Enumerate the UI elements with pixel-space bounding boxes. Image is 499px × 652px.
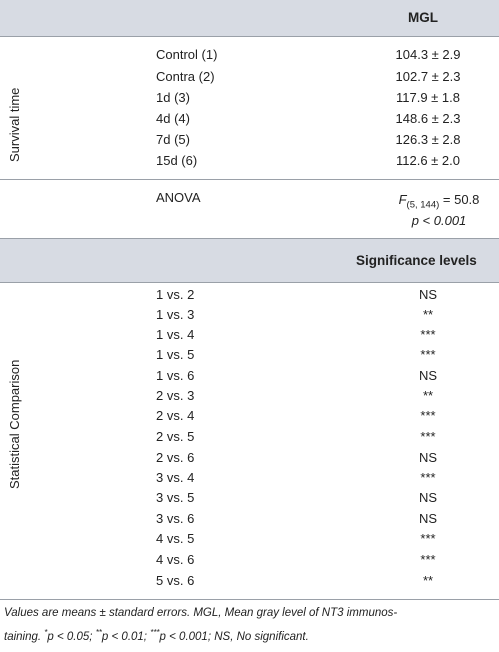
comparison-row-label: 1 vs. 6 [156,368,195,383]
footnote-line-2 [4,623,496,647]
anova-f-df: (5, 144) [406,199,440,211]
comparison-row-value: ** [422,388,434,403]
comparison-row-label: 4 vs. 5 [156,531,195,546]
column-header-significance: Significance levels [356,253,477,268]
comparison-row-value: *** [420,552,436,567]
group-label-survival-time: Survival time [7,87,22,162]
divider-significance [0,282,499,283]
divider-survival [0,179,499,180]
anova-p-value: p < 0.001 [411,213,467,228]
comparison-row-value: *** [420,327,436,342]
divider-header [0,36,499,37]
divider-anova [0,238,499,239]
anova-f-statistic [380,192,498,211]
footnote-sup: ** [95,628,102,637]
comparison-row-value: *** [420,531,436,546]
survival-row-label: 15d (6) [156,153,198,168]
comparison-row-value: NS [418,368,438,383]
comparison-row-label: 5 vs. 6 [156,573,195,588]
comparison-row-label: 2 vs. 6 [156,450,195,465]
comparison-row-label: 3 vs. 5 [156,490,195,505]
comparison-row-value: NS [418,511,438,526]
footnote-text: taining. [4,630,45,643]
survival-row-value: 117.9 ± 1.8 [396,90,460,105]
comparison-row-value: *** [420,470,436,485]
survival-row-value: 148.6 ± 2.3 [395,111,461,126]
divider-footer [0,599,499,600]
comparison-row-value: NS [418,450,438,465]
footnote-text: p < 0.05; [47,630,96,643]
group-label-statistical-comparison: Statistical Comparison [7,359,22,489]
footnote-text: p < 0.01; [101,630,151,643]
survival-row-label: 4d (4) [156,111,190,126]
column-header-mgl: MGL [408,10,438,25]
comparison-row-label: 3 vs. 6 [156,511,195,526]
comparison-row-value: ** [422,573,434,588]
survival-row-label: Control (1) [156,47,218,62]
anova-f-letter: F [398,192,407,207]
survival-row-value: 102.7 ± 2.3 [395,69,461,84]
survival-row-value: 112.6 ± 2.0 [396,153,460,168]
comparison-row-label: 2 vs. 4 [156,408,195,423]
comparison-row-value: *** [420,347,436,362]
footnote-sup: *** [150,628,160,637]
comparison-row-label: 1 vs. 5 [156,347,195,362]
footnote-text: p < 0.001; NS, No significant. [159,630,309,643]
comparison-row-label: 2 vs. 3 [156,388,195,403]
comparison-row-label: 4 vs. 6 [156,552,195,567]
comparison-row-label: 1 vs. 3 [156,307,195,322]
anova-label: ANOVA [156,190,201,205]
survival-row-value: 126.3 ± 2.8 [395,132,461,147]
footnote-line-1: Values are means ± standard errors. MGL, Mean gray level of NT3 immunos- [4,607,398,619]
table-footnote [4,604,496,647]
comparison-row-value: NS [418,287,438,302]
anova-f-value: = 50.8 [439,192,480,207]
comparison-row-label: 3 vs. 4 [156,470,195,485]
comparison-row-label: 1 vs. 4 [156,327,195,342]
comparison-row-value: NS [418,490,438,505]
comparison-row-value: ** [422,307,434,322]
comparison-row-value: *** [420,429,436,444]
comparison-row-value: *** [420,408,436,423]
survival-row-value: 104.3 ± 2.9 [395,47,461,62]
survival-row-label: 7d (5) [156,132,190,147]
survival-row-label: Contra (2) [156,69,215,84]
comparison-row-label: 1 vs. 2 [156,287,195,302]
comparison-row-label: 2 vs. 5 [156,429,195,444]
survival-row-label: 1d (3) [156,90,190,105]
footnote-sup: * [44,628,48,637]
